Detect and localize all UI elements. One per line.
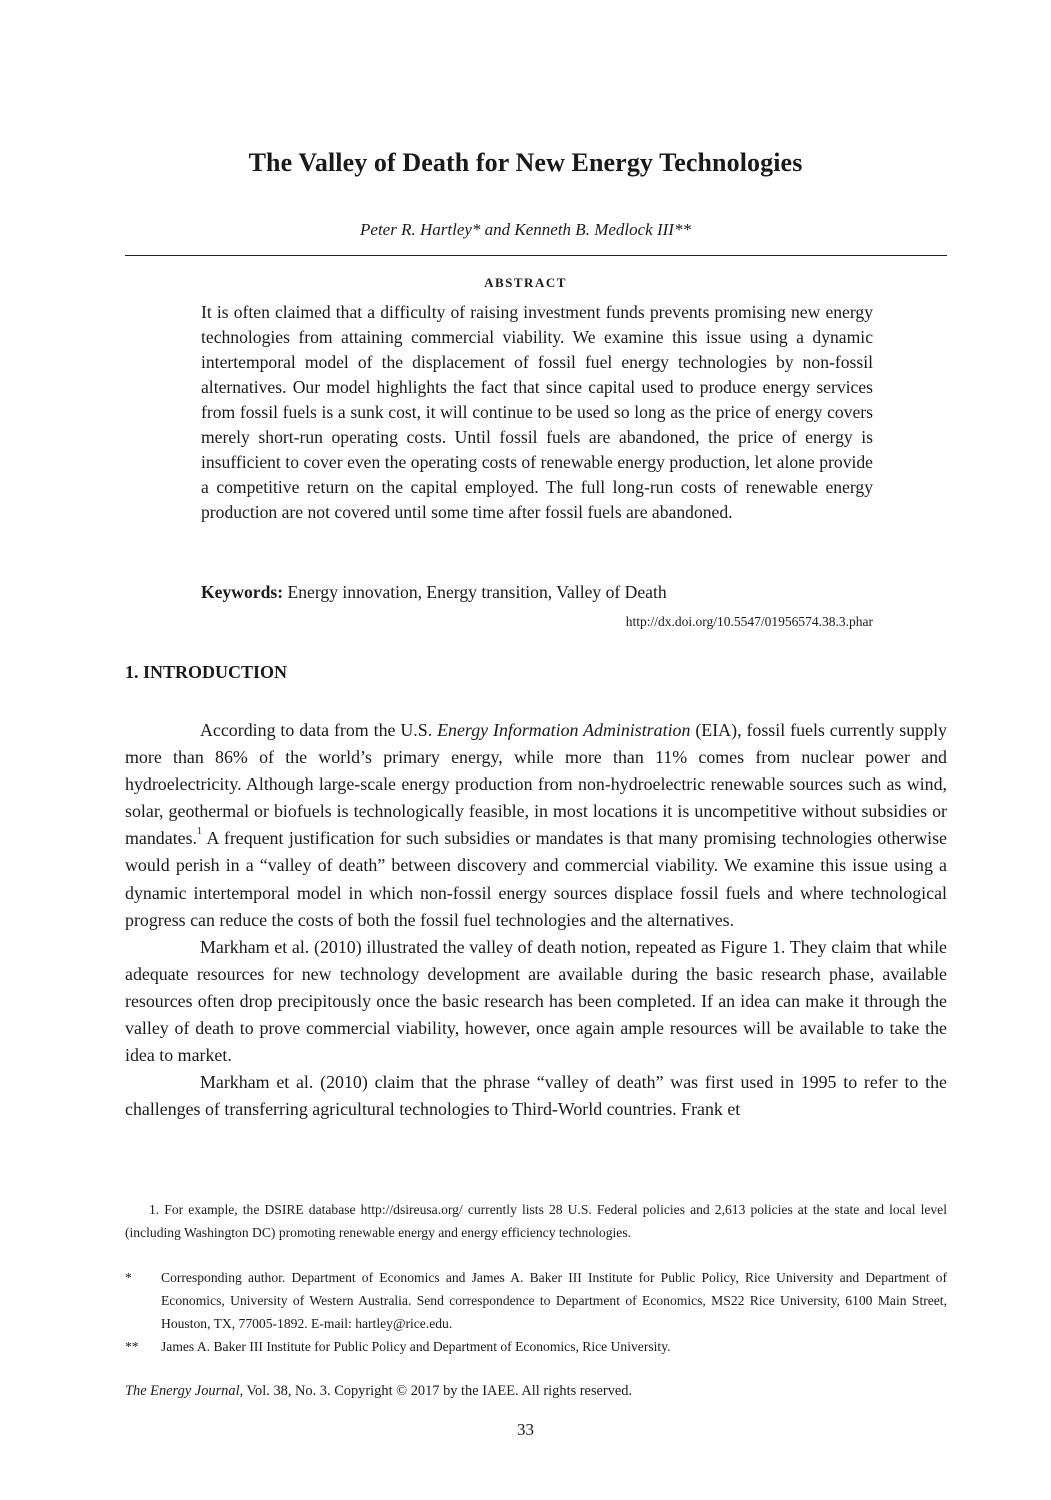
footnote-ref[interactable]: 1 bbox=[197, 826, 203, 838]
abstract-text: It is often claimed that a difficulty of raising investment funds prevents promising new energy technologies from attaining commercial viability. We examine this issue using a dynamic intertemporal model of the displacement of fossil fuel energy technologies by non-fossil alternatives. Our model highlights the fact that since capital used to produce energy services from fossil fuels is a sunk cost, it will continue to be used so long as the price of energy covers merely short-run operating costs. Until fossil fuels are abandoned, the price of energy is insufficient to cover even the operating costs of renewable energy production, let alone provide a competitive return on the capital employed. The full long-run costs of renewable energy production are not covered until some time after fossil fuels are abandoned. bbox=[201, 302, 873, 522]
journal-citation bbox=[125, 1383, 632, 1400]
author-note-1 bbox=[125, 1266, 947, 1335]
author-line: Peter R. Hartley* and Kenneth B. Medlock III** bbox=[360, 220, 691, 239]
author-note-text: James A. Baker III Institute for Public Policy and Department of Economics, Rice University. bbox=[161, 1339, 671, 1354]
italic-term: Energy Information Administration bbox=[437, 720, 691, 740]
keywords-label: Keywords: bbox=[201, 582, 284, 602]
journal-details: , Vol. 38, No. 3. Copyright © 2017 by the IAEE. All rights reserved. bbox=[239, 1383, 633, 1399]
footnote-1: 1. For example, the DSIRE database http://dsireusa.org/ currently lists 28 U.S. Federal policies and 2,613 policies at the state and local level (including Washington DC) promoting renewable energy and energy efficiency technologies. bbox=[125, 1202, 947, 1240]
keywords-text: Energy innovation, Energy transition, Valley of Death bbox=[287, 582, 667, 602]
abstract-heading: ABSTRACT bbox=[484, 275, 567, 290]
keywords-line bbox=[201, 580, 873, 605]
body-text bbox=[125, 717, 947, 1123]
author-note-mark: * bbox=[125, 1270, 132, 1285]
header-divider bbox=[125, 255, 947, 256]
paragraph-3: Markham et al. (2010) claim that the phrase “valley of death” was first used in 1995 to refer to the challenges of transferring agricultural technologies to Third-World countries. Frank et bbox=[125, 1072, 947, 1120]
section-heading: 1. INTRODUCTION bbox=[125, 662, 288, 682]
author-note-mark: ** bbox=[125, 1339, 139, 1354]
author-note-text: Corresponding author. Department of Economics and James A. Baker III Institute for Public Policy, Rice University and Department of Economics, University of Western Australia. Send correspondence to Department of Economics, MS22 Rice University, 6100 Main Street, Houston, TX, 77005-1892. E-mail: hartley@rice.edu. bbox=[161, 1270, 947, 1331]
paper-title: The Valley of Death for New Energy Technologies bbox=[248, 148, 803, 177]
author-note-2 bbox=[125, 1335, 947, 1358]
paragraph-1: According to data from the U.S. Energy Information Administration (EIA), fossil fuels currently supply more than 86% of the world’s primary energy, while more than 11% comes from nuclear power and hydroelectricity. Although large-scale energy production from non-hydroelectric renewable sources such as wind, solar, geothermal or biofuels is technologically feasible, in most locations it is uncompetitive without subsidies or mandates.$^1$ A frequent justification for such subsidies or mandates is that many promising technologies otherwise would perish in a “valley of death” between discovery and commercial viability. We examine this issue using a dynamic intertemporal model in which non-fossil energy sources displace fossil fuels and where technological progress can reduce the costs of both the fossil fuel technologies and the alternatives. bbox=[125, 720, 947, 930]
paragraph-2: Markham et al. (2010) illustrated the valley of death notion, repeated as Figure 1. They claim that while adequate resources for new technology development are available during the basic research phase, available resources often drop precipitously once the basic research has been completed. If an idea can make it through the valley of death to prove commercial viability, however, once again ample resources will be available to take the idea to market. bbox=[125, 936, 947, 1066]
doi-link[interactable]: http://dx.doi.org/10.5547/01956574.38.3.phar bbox=[625, 614, 873, 629]
page-number: 33 bbox=[517, 1420, 534, 1439]
journal-name: The Energy Journal bbox=[125, 1383, 240, 1399]
